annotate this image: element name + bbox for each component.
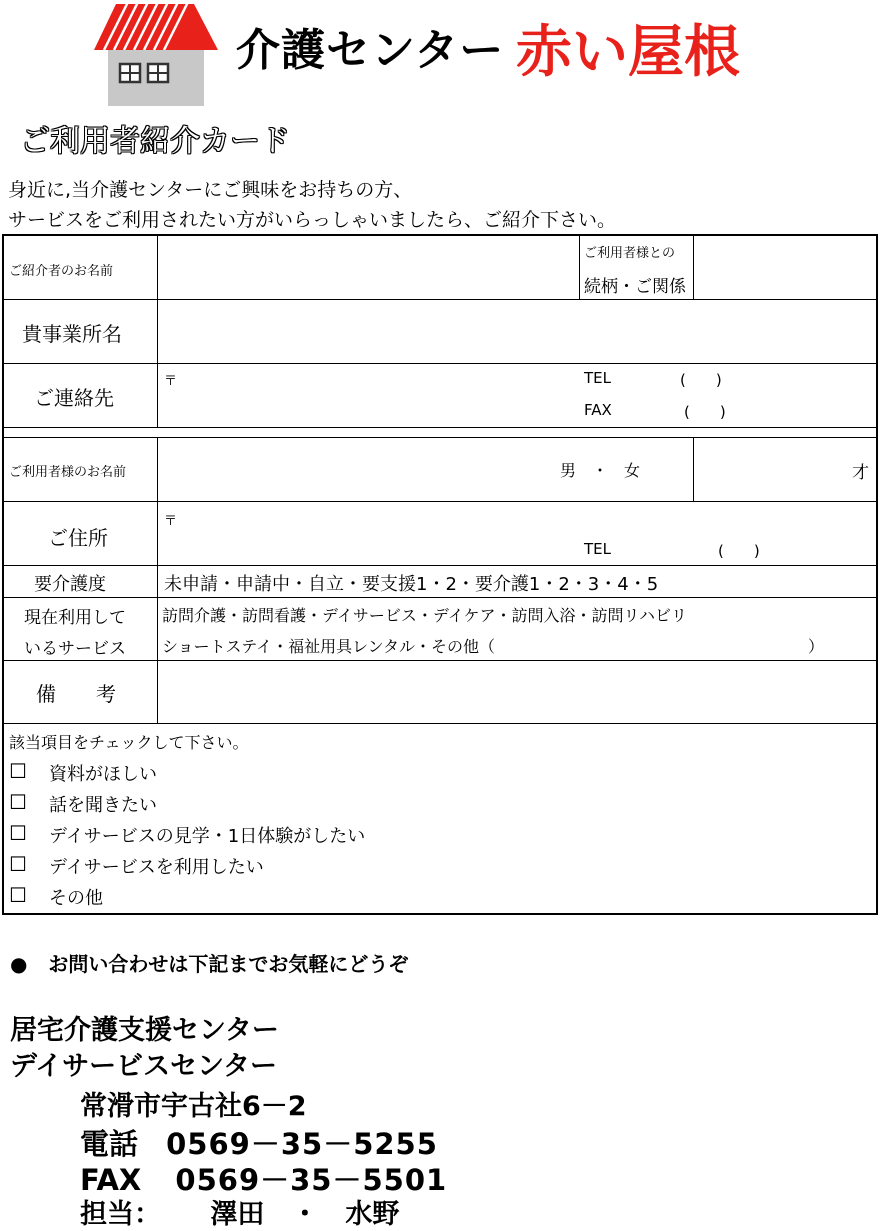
office-field[interactable]: [160, 302, 874, 362]
org-name-1: 居宅介護支援センター: [10, 1015, 279, 1046]
referral-form: [2, 234, 878, 915]
check-item-label: その他: [49, 888, 103, 909]
relation-label-1: ご利用者様との: [584, 246, 676, 261]
address-tel-label: TEL: [584, 540, 611, 558]
check-item-label: 話を聞きたい: [49, 795, 157, 816]
col-divider: [157, 236, 158, 428]
col-divider: [579, 236, 580, 300]
relation-label-2: 続柄・ご関係: [584, 277, 686, 297]
row-divider: [4, 363, 876, 364]
contact-fax-label: FAX: [584, 401, 612, 419]
checkbox-icon[interactable]: ☐: [9, 883, 27, 907]
row-divider: [4, 565, 876, 566]
contact-label: ご連絡先: [34, 386, 114, 410]
intro-line-1: 身近に,当介護センターにご興味をお持ちの方、: [8, 179, 413, 201]
care-level-label: 要介護度: [34, 574, 106, 595]
check-instruction: 該当項目をチェックして下さい。: [9, 733, 249, 752]
row-divider: [4, 299, 876, 300]
row-divider: [4, 427, 876, 428]
office-label: 貴事業所名: [22, 322, 122, 346]
phone-number[interactable]: 0569－35－5255: [166, 1127, 438, 1161]
row-divider: [4, 501, 876, 502]
address-text: 常滑市宇古社6－2: [80, 1091, 307, 1122]
col-divider: [693, 236, 694, 300]
row-divider: [4, 597, 876, 598]
contact-postal-mark: 〒: [164, 374, 178, 389]
services-line-1[interactable]: 訪問介護・訪問看護・デイサービス・デイケア・訪問入浴・訪問リハビリ: [162, 606, 687, 625]
inquiry-line: [10, 948, 408, 977]
check-item-label: デイサービスの見学・1日体験がしたい: [49, 826, 366, 847]
phone-label: 電話: [80, 1127, 139, 1161]
sex-options[interactable]: 男 ・ 女: [560, 461, 641, 480]
inquiry-text: お問い合わせは下記までお気軽にどうぞ: [48, 952, 409, 976]
introducer-name-field[interactable]: [160, 238, 577, 298]
remarks-field[interactable]: [160, 663, 874, 721]
row-divider: [4, 660, 876, 661]
services-label-1: 現在利用して: [24, 608, 126, 628]
bullet-icon: ●: [10, 952, 28, 976]
relation-field[interactable]: [696, 238, 874, 298]
check-item-label: 資料がほしい: [49, 764, 157, 785]
col-divider: [693, 437, 694, 502]
contact-tel-paren: ( ): [680, 371, 722, 389]
house-logo-icon: [94, 2, 218, 106]
intro-line-2: サービスをご利用されたい方がいらっしゃいましたら、ご紹介下さい。: [8, 209, 617, 231]
staff-names: 澤田 ・ 水野: [210, 1199, 400, 1230]
card-title: ご利用者紹介カード: [20, 124, 290, 159]
services-close-paren: ）: [808, 637, 825, 656]
contact-fax-paren: ( ): [684, 403, 726, 421]
user-name-field[interactable]: [160, 440, 560, 500]
checkbox-icon[interactable]: ☐: [9, 821, 27, 845]
address-postal-mark: 〒: [164, 514, 178, 529]
staff-line: [80, 1192, 399, 1231]
fax-number: 0569－35－5501: [175, 1163, 448, 1197]
checkbox-icon[interactable]: ☐: [9, 852, 27, 876]
contact-tel-label: TEL: [584, 369, 611, 387]
org-name-2: デイサービスセンター: [10, 1051, 278, 1082]
introducer-name-label: ご紹介者のお名前: [9, 264, 114, 279]
age-suffix: 才: [852, 463, 869, 483]
checkbox-icon[interactable]: ☐: [9, 759, 27, 783]
fax-label: FAX: [80, 1163, 142, 1197]
phone-line: [80, 1122, 438, 1163]
col-divider: [157, 437, 158, 724]
services-line-2[interactable]: ショートステイ・福祉用具レンタル・その他（: [162, 637, 496, 656]
care-level-options[interactable]: 未申請・申請中・自立・要支援1・2・要介護1・2・3・4・5: [164, 574, 659, 595]
address-label: ご住所: [48, 526, 108, 550]
services-label-2: いるサービス: [24, 639, 126, 659]
user-name-label: ご利用者様のお名前: [9, 465, 127, 480]
address-tel-paren: ( ): [718, 542, 760, 560]
logo-text: 介護センター: [236, 25, 505, 76]
row-divider: [4, 437, 876, 438]
checkbox-icon[interactable]: ☐: [9, 790, 27, 814]
remarks-label: 備 考: [36, 682, 116, 706]
logo-red-text: 赤い屋根: [516, 20, 740, 85]
check-item-label: デイサービスを利用したい: [49, 857, 264, 878]
staff-label: 担当：: [80, 1199, 161, 1230]
row-divider: [4, 723, 876, 724]
